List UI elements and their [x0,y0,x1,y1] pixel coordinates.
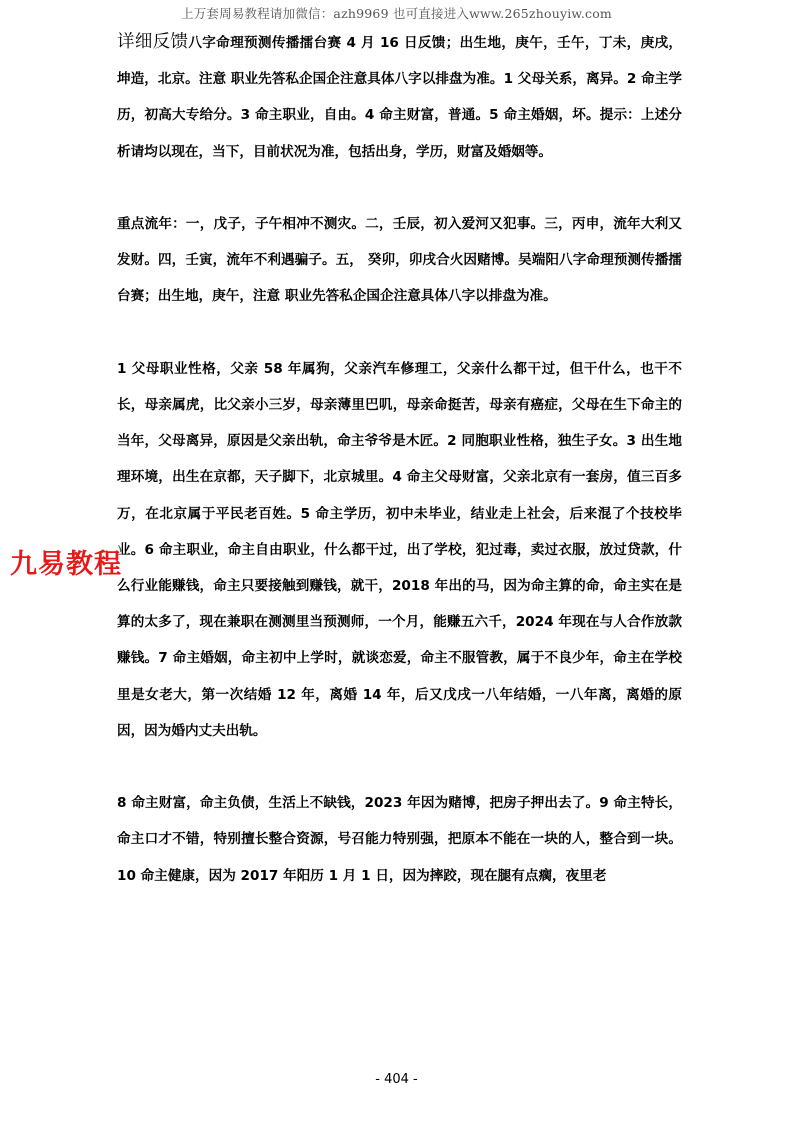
article-body [117,24,682,894]
paragraph-gap [117,749,682,785]
paragraph-wealth-health: 8 命主财富，命主负债，生活上不缺钱，2023 年因为赌博，把房子押出去了。9 命主特长，命主口才不错，特别擅长整合资源，号召能力特别强，把原本不能在一块的人，整合到一块。10 命主健康，因为 2017 年阳历 1 月 1 日，因为摔跤，现在腿有点瘸，夜里老 [117,795,682,884]
paragraph-key-years: 重点流年：一，戊子，子午相冲不测灾。二，壬辰，初入爱河又犯事。三，丙申，流年大利又发财。四，壬寅，流年不利遇骗子。五， 癸卯，卯戌合火因赌博。吴端阳八字命理预测传播擂台赛；出生地，庚午，注意 职业先答私企国企注意具体八字以排盘为准。 [117,216,682,305]
paragraph-feedback [117,24,682,170]
lead-title: 详细反馈 [117,32,189,52]
watermark-logo: 九易教程 [10,542,122,581]
paragraph-gap [117,315,682,351]
header-banner: 上万套周易教程请加微信：azh9969 也可直接进入www.265zhouyiw.com [181,6,612,21]
paragraph-gap [117,170,682,206]
paragraph-details: 1 父母职业性格，父亲 58 年属狗，父亲汽车修理工，父亲什么都干过，但干什么，也干不长，母亲属虎，比父亲小三岁，母亲薄里巴叽，母亲命挺苦，母亲有癌症，父母在生下命主的当年，父母离异，原因是父亲出轨，命主爷爷是木匠。2 同胞职业性格，独生子女。3 出生地理环境，出生在京都，天子脚下，北京城里。4 命主父母财富，父亲北京有一套房，值三百多万，在北京属于平民老百姓。5 命主学历，初中未毕业，结业走上社会，后来混了个技校毕业。6 命主职业，命主自由职业，什么都干过，出了学校，犯过毒，卖过衣服，放过贷款，什么行业能赚钱，命主只要接触到赚钱，就干，2018 年出的马，因为命主算的命，命主实在是算的太多了，现在兼职在测测里当预测师，一个月，能赚五六千，2024 年现在与人合作放款赚钱。7 命主婚姻，命主初中上学时，就谈恋爱，命主不服管教，属于不良少年，命主在学校里是女老大，第一次结婚 12 年，离婚 14 年，后又戊戌一八年结婚，一八年离，离婚的原因，因为婚内丈夫出轨。 [117,360,682,739]
paragraph-text: 八字命理预测传播擂台赛 4 月 16 日反馈；出生地，庚午，壬午，丁未，庚戌，坤造，北京。注意 职业先答私企国企注意具体八字以排盘为准。1 父母关系，离异。2 命主学历，初高大专给分。3 命主职业，自由。4 命主财富，普通。5 命主婚姻，坏。提示：上述分析请均以现在，当下，目前状况为准，包括出身，学历，财富及婚姻等。 [117,35,683,160]
page-number: - 404 - [375,1072,418,1087]
